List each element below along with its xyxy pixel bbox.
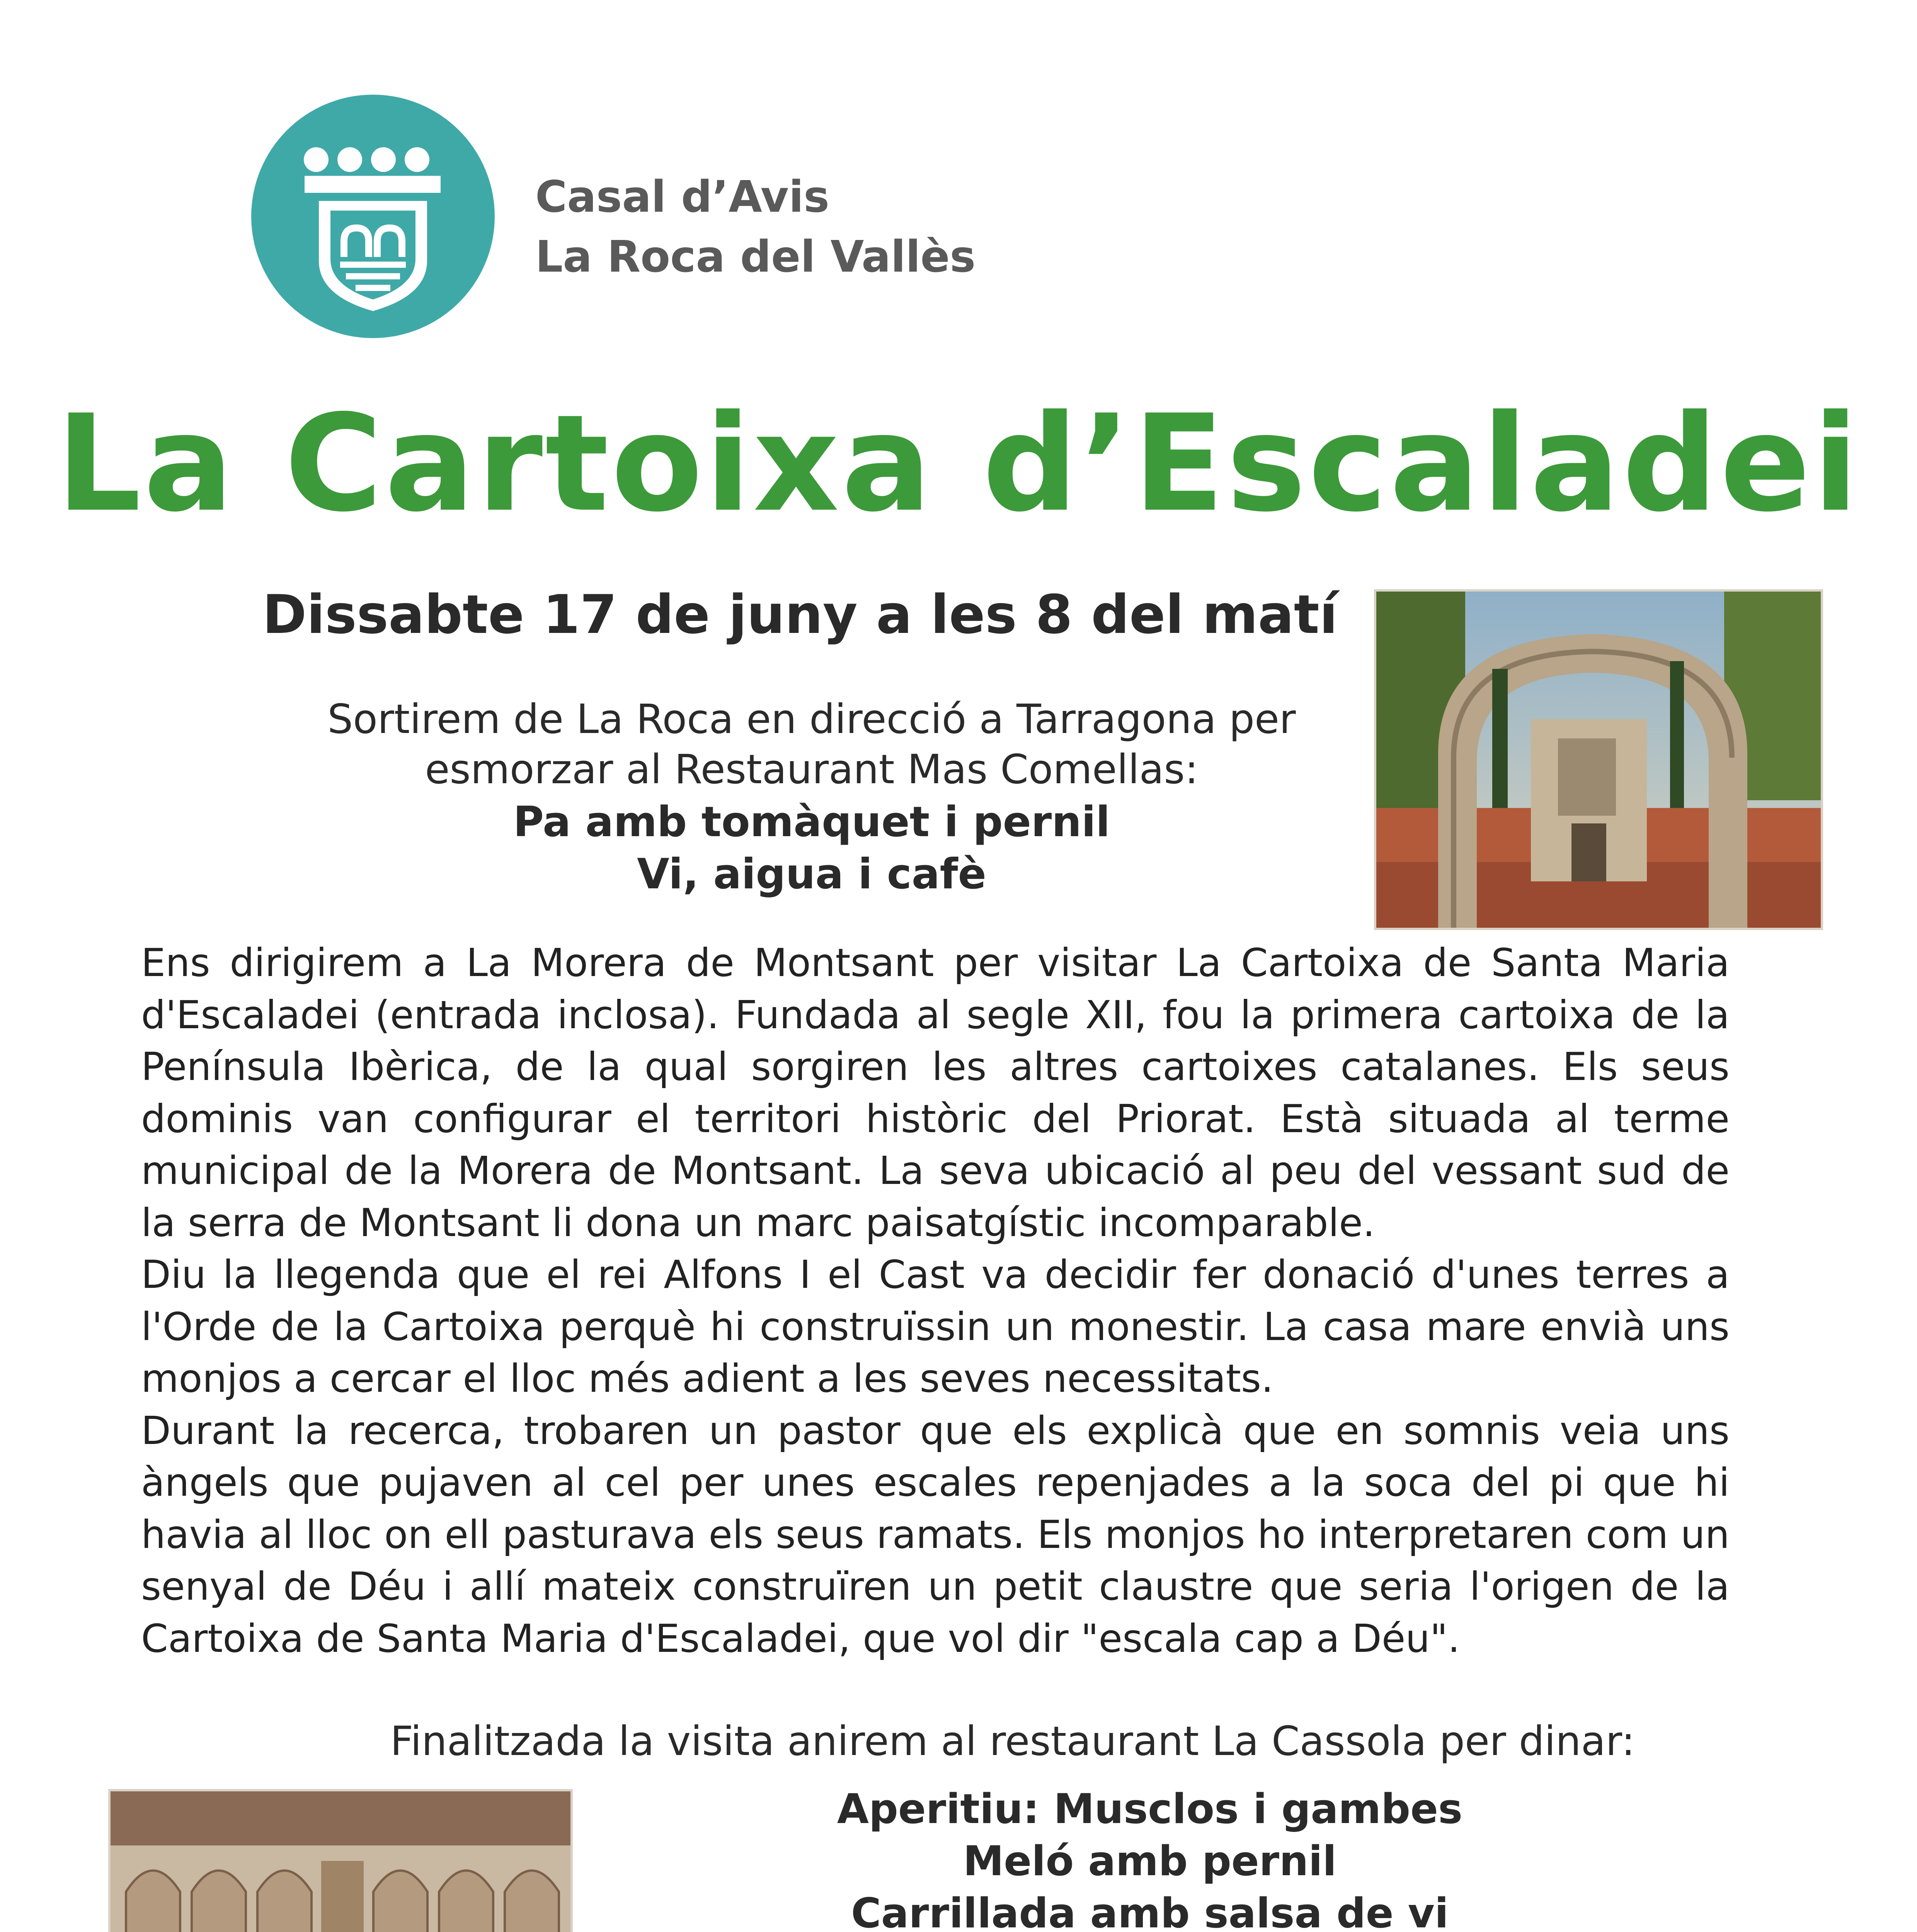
- page-title: La Cartoixa d’Escaladei: [56, 386, 1861, 541]
- menu-item: Meló amb pernil: [963, 1837, 1337, 1885]
- org-name-line2: La Roca del Vallès: [535, 232, 976, 282]
- cloister-photo: [108, 1789, 573, 1932]
- breakfast-item-2: Vi, aigua i cafè: [637, 850, 986, 898]
- menu-item: Aperitiu: Musclos i gambes: [837, 1785, 1463, 1833]
- intro-line-1: Sortirem de La Roca en direcció a Tarragona per: [327, 696, 1296, 743]
- casal-logo: [251, 95, 495, 338]
- monastery-gate-photo: [1374, 589, 1823, 930]
- paragraph-legend: Diu la llegenda que el rei Alfons I el Cast va decidir fer donació d'unes terres a l'Orde de la Cartoixa perquè hi construïssin un monestir. La casa mare envià uns monjos a cercar el lloc més adient a les seves necessitats.: [141, 1252, 1730, 1401]
- shield-coat-of-arms-icon: [251, 95, 495, 338]
- intro-line-2: esmorzar al Restaurant Mas Comellas:: [425, 746, 1199, 793]
- menu-item: Carrillada amb salsa de vi: [851, 1889, 1449, 1932]
- dinner-intro: Finalitzada la visita anirem al restaurant La Cassola per dinar:: [390, 1718, 1635, 1765]
- paragraph-search: Durant la recerca, trobaren un pastor que els explicà que en somnis veia uns àngels que pujaven al cel per unes escales repenjades a la soca del pi que hi havia al lloc on ell pasturava els seus ramats. Els monjos ho interpretaren com un senyal de Déu i allí mateix construïren un petit claustre que seria l'origen de la Cartoixa de Santa Maria d'Escaladei, que vol dir "escala cap a Déu".: [141, 1408, 1730, 1661]
- org-name-line1: Casal d’Avis: [535, 172, 829, 222]
- paragraph-history: Ens dirigirem a La Morera de Montsant per visitar La Cartoixa de Santa Maria d'Escaladei (entrada inclosa). Fundada al segle XII, fou la primera cartoixa de la Península Ibèrica, de la qual sorgiren les altres cartoixes catalanes. Els seus dominis van configurar el territori històric del Priorat. Està situada al terme municipal de la Morera de Montsant. La seva ubicació al peu del vessant sud de la serra de Montsant li dona un marc paisatgístic incomparable.: [141, 940, 1730, 1245]
- date-heading: Dissabte 17 de juny a les 8 del matí: [262, 583, 1338, 646]
- breakfast-item-1: Pa amb tomàquet i pernil: [513, 798, 1110, 846]
- description-text: [141, 937, 1730, 1665]
